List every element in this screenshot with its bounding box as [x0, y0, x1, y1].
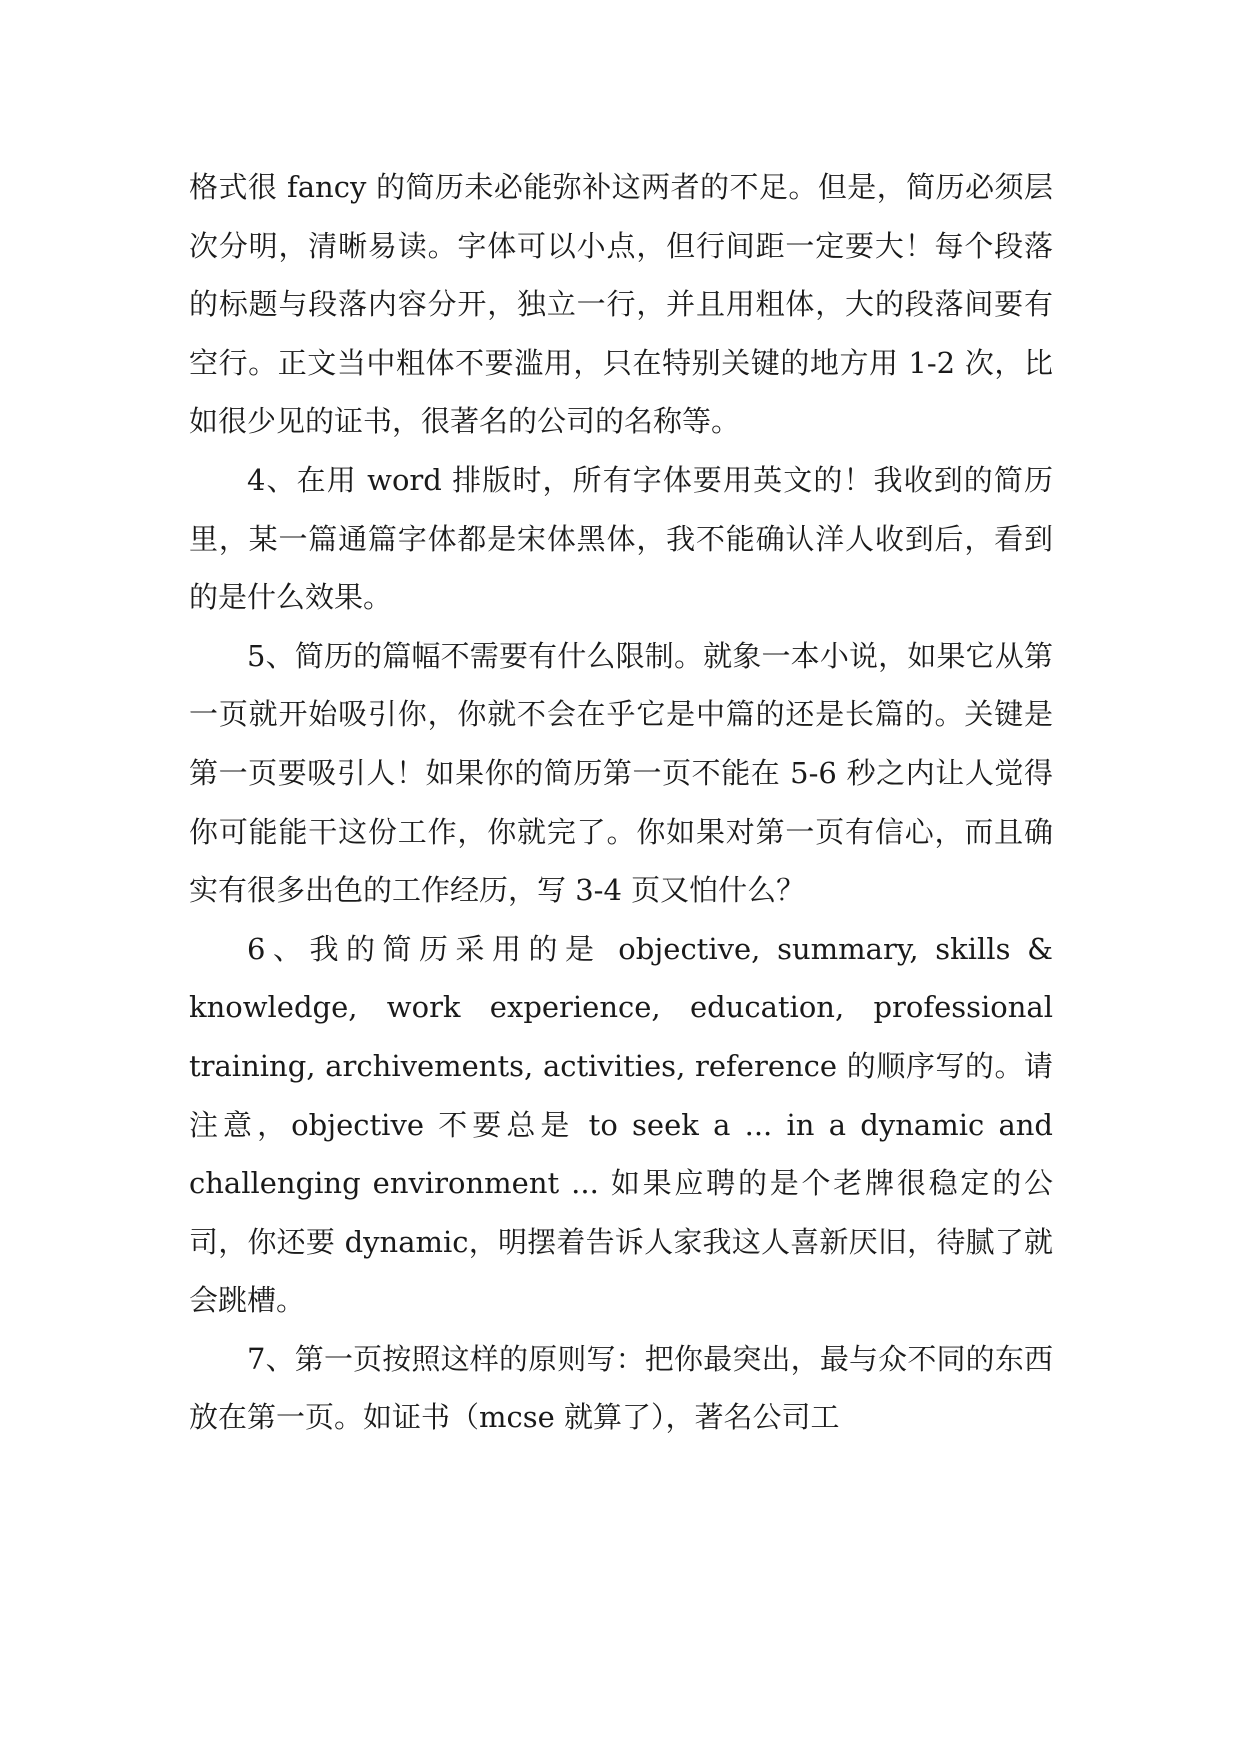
paragraph-continuation: 格式很 fancy 的简历未必能弥补这两者的不足。但是，简历必须层次分明，清晰易读。字体可以小点，但行间距一定要大！每个段落的标题与段落内容分开，独立一行，并且用粗体，大的段落间要有空行。正文当中粗体不要滥用，只在特别关键的地方用 1-2 次，比如很少见的证书，很著名的公司的名称等。 — [189, 170, 1053, 439]
paragraph-item-7: 7、第一页按照这样的原则写：把你最突出，最与众不同的东西放在第一页。如证书（mcse 就算了），著名公司工 — [189, 1341, 1053, 1435]
paragraph-item-4: 4、在用 word 排版时，所有字体要用英文的！我收到的简历里，某一篇通篇字体都是宋体黑体，我不能确认洋人收到后，看到的是什么效果。 — [189, 462, 1053, 615]
paragraph-item-6: 6、我的简历采用的是 objective, summary, skills & knowledge, work experience, education, professional training, archivements, activities, reference 的顺序写的。请注意，objective 不要总是 to seek a ... in a dynamic and challenging environment ... 如果应聘的是个老牌很稳定的公司，你还要 dynamic，明摆着告诉人家我这人喜新厌旧，待腻了就会跳槽。 — [189, 931, 1053, 1318]
document-body — [189, 158, 1053, 1447]
paragraph-item-5: 5、简历的篇幅不需要有什么限制。就象一本小说，如果它从第一页就开始吸引你，你就不会在乎它是中篇的还是长篇的。关键是第一页要吸引人！如果你的简历第一页不能在 5-6 秒之内让人觉得你可能能干这份工作，你就完了。你如果对第一页有信心，而且确实有很多出色的工作经历，写 3-4 页又怕什么？ — [189, 638, 1053, 908]
